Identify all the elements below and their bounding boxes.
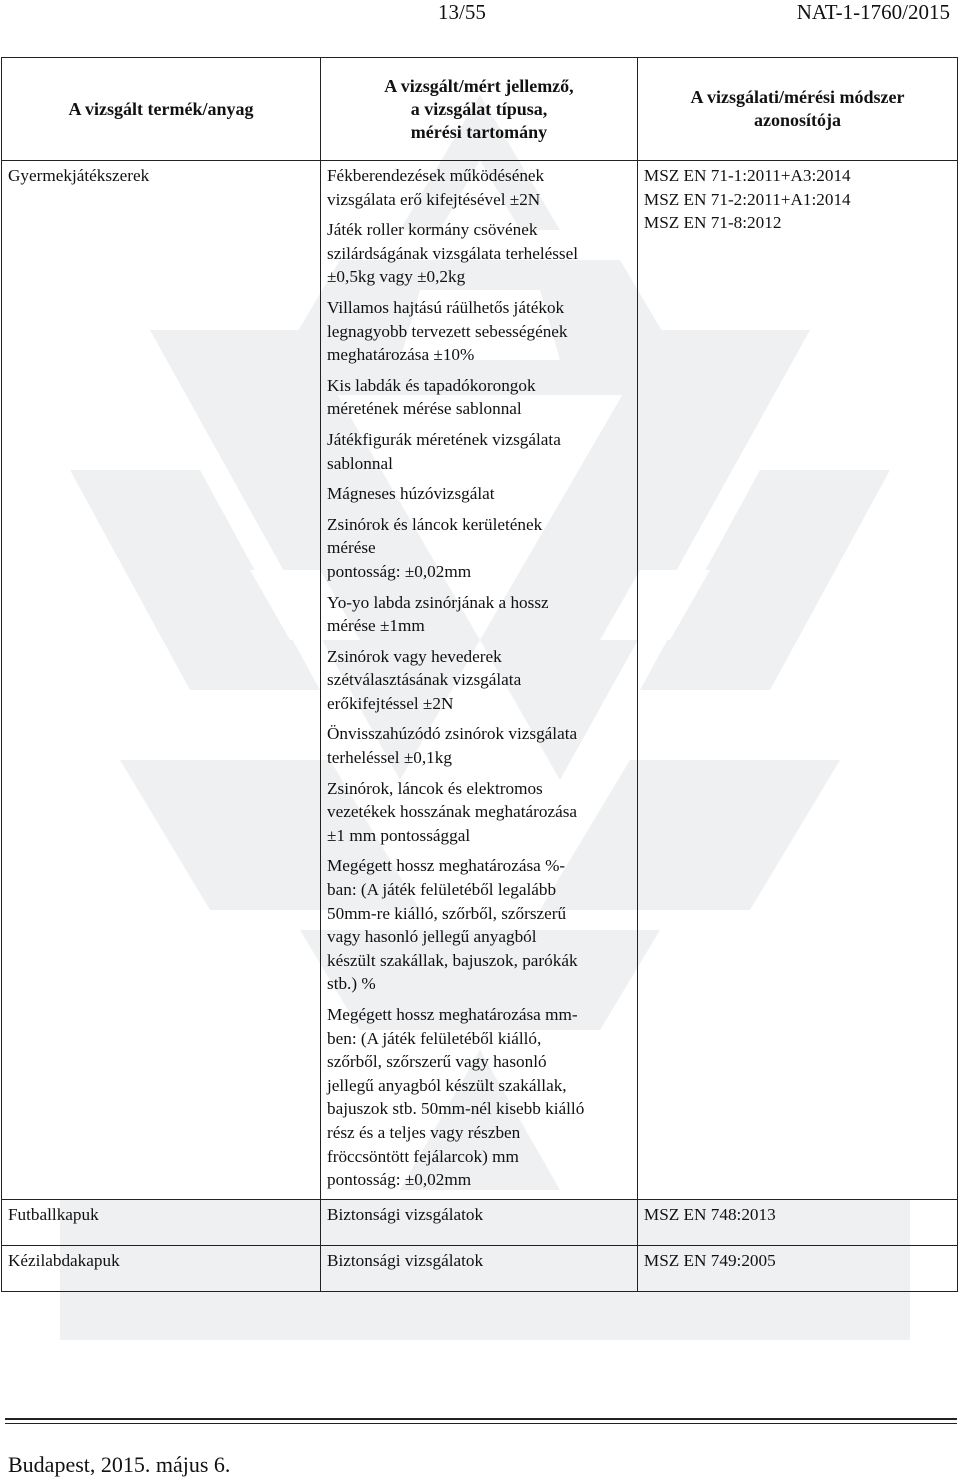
feature-line: ben: (A játék felületéből kiálló, [327, 1028, 542, 1048]
product-cell: Futballkapuk [2, 1199, 321, 1245]
column-header-line: A vizsgált termék/anyag [68, 98, 254, 119]
feature-line: fröccsöntött fejálarcok) mm [327, 1146, 519, 1166]
feature-item [327, 482, 631, 506]
feature-line: ±0,5kg vagy ±0,2kg [327, 267, 466, 287]
feature-item [327, 777, 631, 848]
feature-line: pontosság: ±0,02mm [327, 1170, 472, 1190]
feature-line: Yo-yo labda zsinórjának a hossz [327, 592, 549, 612]
feature-item [327, 296, 631, 367]
feature-cell: Biztonsági vizsgálatok [321, 1245, 638, 1291]
footer-place-date: Budapest, 2015. május 6. [8, 1452, 231, 1477]
feature-item [327, 374, 631, 421]
feature-line: ban: (A játék felületéből legalább [327, 880, 557, 900]
feature-line: Kis labdák és tapadókorongok [327, 375, 536, 395]
column-header-line: a vizsgálat típusa, [410, 98, 548, 119]
feature-line: szilárdságának vizsgálata terheléssel [327, 243, 579, 263]
column-header-line: azonosítója [753, 110, 841, 130]
feature-line: szétválasztásának vizsgálata [327, 670, 522, 690]
feature-line: 50mm-re kiálló, szőrből, szőrszerű [327, 903, 567, 923]
feature-line: mérése [327, 538, 376, 558]
product-cell: Kézilabdakapuk [2, 1245, 321, 1291]
feature-line: Önvisszahúzódó zsinórok vizsgálata [327, 724, 578, 744]
feature-line: jellegű anyagból készült szakállak, [327, 1075, 567, 1095]
feature-line: pontosság: ±0,02mm [327, 561, 472, 581]
column-header-method [637, 58, 957, 161]
feature-line: vezetékek hosszának meghatározása [327, 802, 578, 822]
feature-line: rész és a teljes vagy részben [327, 1122, 521, 1142]
feature-line: meghatározása ±10% [327, 345, 475, 365]
document-id: NAT-1-1760/2015 [796, 0, 950, 24]
table-row [2, 1199, 958, 1245]
method-cell: MSZ EN 748:2013 [637, 1199, 957, 1245]
feature-item [327, 645, 631, 716]
method-cell: MSZ EN 749:2005 [637, 1245, 957, 1291]
footer-divider [5, 1418, 957, 1420]
feature-line: Zsinórok és láncok kerületének [327, 514, 543, 534]
feature-line: Mágneses húzóvizsgálat [327, 484, 495, 504]
feature-item [327, 513, 631, 584]
column-header-line: mérési tartomány [410, 121, 548, 142]
feature-line: stb.) % [327, 974, 376, 994]
product-cell: Gyermekjátékszerek [2, 161, 321, 1200]
feature-line: méretének mérése sablonnal [327, 399, 522, 419]
feature-line: ±1 mm pontossággal [327, 825, 471, 845]
feature-line: Játék roller kormány csövének [327, 220, 538, 240]
feature-line: legnagyobb tervezett sebességének [327, 321, 568, 341]
method-line: MSZ EN 71-8:2012 [643, 213, 782, 233]
feature-line: készült szakállak, bajuszok, parókák [327, 950, 578, 970]
feature-item [327, 164, 631, 211]
feature-line: Játékfigurák méretének vizsgálata [327, 429, 561, 449]
feature-item [327, 854, 631, 996]
feature-line: vagy hasonló jellegű anyagból [327, 927, 537, 947]
feature-item [327, 428, 631, 475]
feature-cell: Biztonsági vizsgálatok [321, 1199, 638, 1245]
feature-line: szőrből, szőrszerű vagy hasonló [327, 1052, 547, 1072]
feature-line: Zsinórok vagy hevederek [327, 646, 502, 666]
feature-line: Villamos hajtású ráülhetős játékok [327, 297, 565, 317]
table-header-row [2, 58, 958, 161]
page-header [0, 0, 960, 30]
column-header-feature [321, 58, 638, 161]
feature-item [327, 591, 631, 638]
feature-line: terheléssel ±0,1kg [327, 748, 452, 768]
table-row [2, 1245, 958, 1291]
page-number: 13/55 [438, 0, 486, 24]
feature-line: Megégett hossz meghatározása %- [327, 856, 566, 876]
feature-line: mérése ±1mm [327, 616, 425, 636]
feature-line: Zsinórok, láncok és elektromos [327, 778, 543, 798]
feature-line: sablonnal [327, 453, 393, 473]
column-header-line: A vizsgálati/mérési módszer [690, 87, 905, 107]
feature-cell [321, 161, 638, 1200]
method-cell [637, 161, 957, 1200]
feature-item [327, 722, 631, 769]
method-line: MSZ EN 71-1:2011+A3:2014 [643, 166, 851, 185]
feature-item [327, 218, 631, 289]
feature-line: erőkifejtéssel ±2N [327, 693, 454, 713]
method-line: MSZ EN 71-2:2011+A1:2014 [643, 189, 851, 209]
feature-line: vizsgálata erő kifejtésével ±2N [327, 189, 541, 209]
column-header-product [2, 58, 321, 161]
feature-line: bajuszok stb. 50mm-nél kisebb kiálló [327, 1099, 585, 1119]
accreditation-table [1, 57, 958, 1292]
footer-divider [5, 1423, 957, 1424]
feature-line: Fékberendezések működésének [327, 166, 545, 185]
feature-line: Megégett hossz meghatározása mm- [327, 1005, 578, 1024]
table-row [2, 161, 958, 1200]
feature-item [327, 1003, 631, 1192]
column-header-line: A vizsgált/mért jellemző, [384, 75, 574, 96]
